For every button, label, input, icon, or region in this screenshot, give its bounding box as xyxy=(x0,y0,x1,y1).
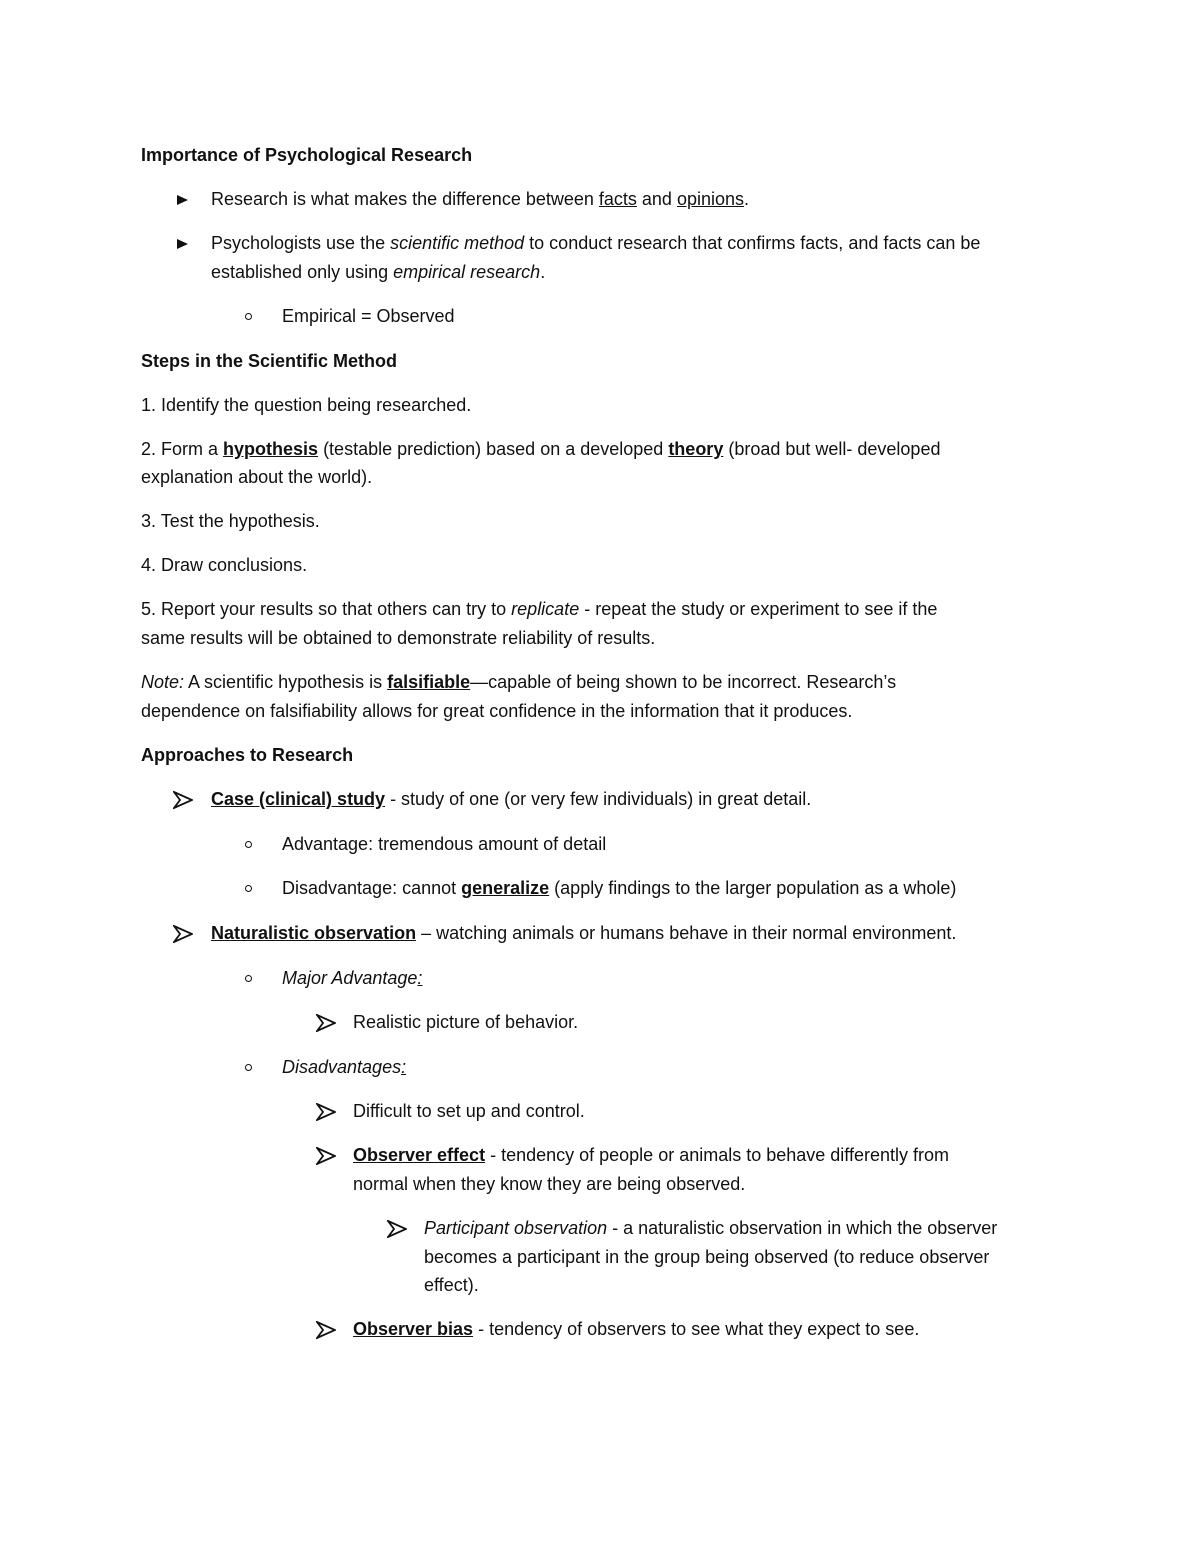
naturalistic-major-advantage: Major Advantage: xyxy=(282,968,423,988)
circle-bullet-icon xyxy=(245,313,252,320)
naturalistic-difficult: Difficult to set up and control. xyxy=(353,1101,585,1121)
step-1: 1. Identify the question being researched. xyxy=(141,395,472,415)
section-heading-steps: Steps in the Scientific Method xyxy=(141,351,398,371)
arrowhead-bullet-icon xyxy=(387,1220,407,1238)
step-2: 2. Form a hypothesis (testable prediction) based on a developed theory (broad but well- developed xyxy=(141,439,941,459)
note-falsifiable-cont: dependence on falsifiability allows for great confidence in the information that it produces. xyxy=(141,701,853,721)
naturalistic-disadvantages: Disadvantages: xyxy=(282,1057,407,1077)
arrowhead-bullet-icon xyxy=(316,1321,336,1339)
step-5-cont: same results will be obtained to demonstrate reliability of results. xyxy=(141,628,656,648)
arrowhead-bullet-icon xyxy=(173,925,193,943)
bullet-scientific-method: Psychologists use the scientific method to conduct research that confirms facts, and facts can be xyxy=(211,233,981,253)
participant-observation-cont2: effect). xyxy=(424,1275,479,1295)
triangle-bullet-icon xyxy=(177,195,188,205)
bullet-scientific-method-cont: established only using empirical research. xyxy=(211,262,546,282)
circle-bullet-icon xyxy=(245,885,252,892)
arrowhead-bullet-icon xyxy=(316,1147,336,1165)
note-falsifiable: Note: A scientific hypothesis is falsifiable—capable of being shown to be incorrect. Research’s xyxy=(141,672,897,692)
sub-bullet-empirical: Empirical = Observed xyxy=(282,306,455,326)
observer-effect-cont: normal when they know they are being observed. xyxy=(353,1174,746,1194)
arrowhead-bullet-icon xyxy=(173,791,193,809)
bullet-research-facts: Research is what makes the difference between facts and opinions. xyxy=(211,189,750,209)
observer-effect: Observer effect - tendency of people or animals to behave differently from xyxy=(353,1145,950,1165)
observer-bias: Observer bias - tendency of observers to see what they expect to see. xyxy=(353,1319,920,1339)
step-2-cont: explanation about the world). xyxy=(141,467,373,487)
triangle-bullet-icon xyxy=(177,239,188,249)
section-heading-approaches: Approaches to Research xyxy=(141,745,354,765)
step-3: 3. Test the hypothesis. xyxy=(141,511,320,531)
circle-bullet-icon xyxy=(245,1064,252,1071)
participant-observation-cont: becomes a participant in the group being observed (to reduce observer xyxy=(424,1247,990,1267)
section-heading-importance: Importance of Psychological Research xyxy=(141,145,473,165)
circle-bullet-icon xyxy=(245,975,252,982)
participant-observation: Participant observation - a naturalistic observation in which the observer xyxy=(424,1218,998,1238)
case-advantage: Advantage: tremendous amount of detail xyxy=(282,834,607,854)
approach-naturalistic: Naturalistic observation – watching animals or humans behave in their normal environment. xyxy=(211,923,957,943)
naturalistic-realistic: Realistic picture of behavior. xyxy=(353,1012,579,1032)
circle-bullet-icon xyxy=(245,841,252,848)
step-4: 4. Draw conclusions. xyxy=(141,555,308,575)
arrowhead-bullet-icon xyxy=(316,1014,336,1032)
arrowhead-bullet-icon xyxy=(316,1103,336,1121)
case-disadvantage: Disadvantage: cannot generalize (apply findings to the larger population as a whole) xyxy=(282,878,957,898)
step-5: 5. Report your results so that others can try to replicate - repeat the study or experiment to see if the xyxy=(141,599,938,619)
approach-case-study: Case (clinical) study - study of one (or very few individuals) in great detail. xyxy=(211,789,812,809)
